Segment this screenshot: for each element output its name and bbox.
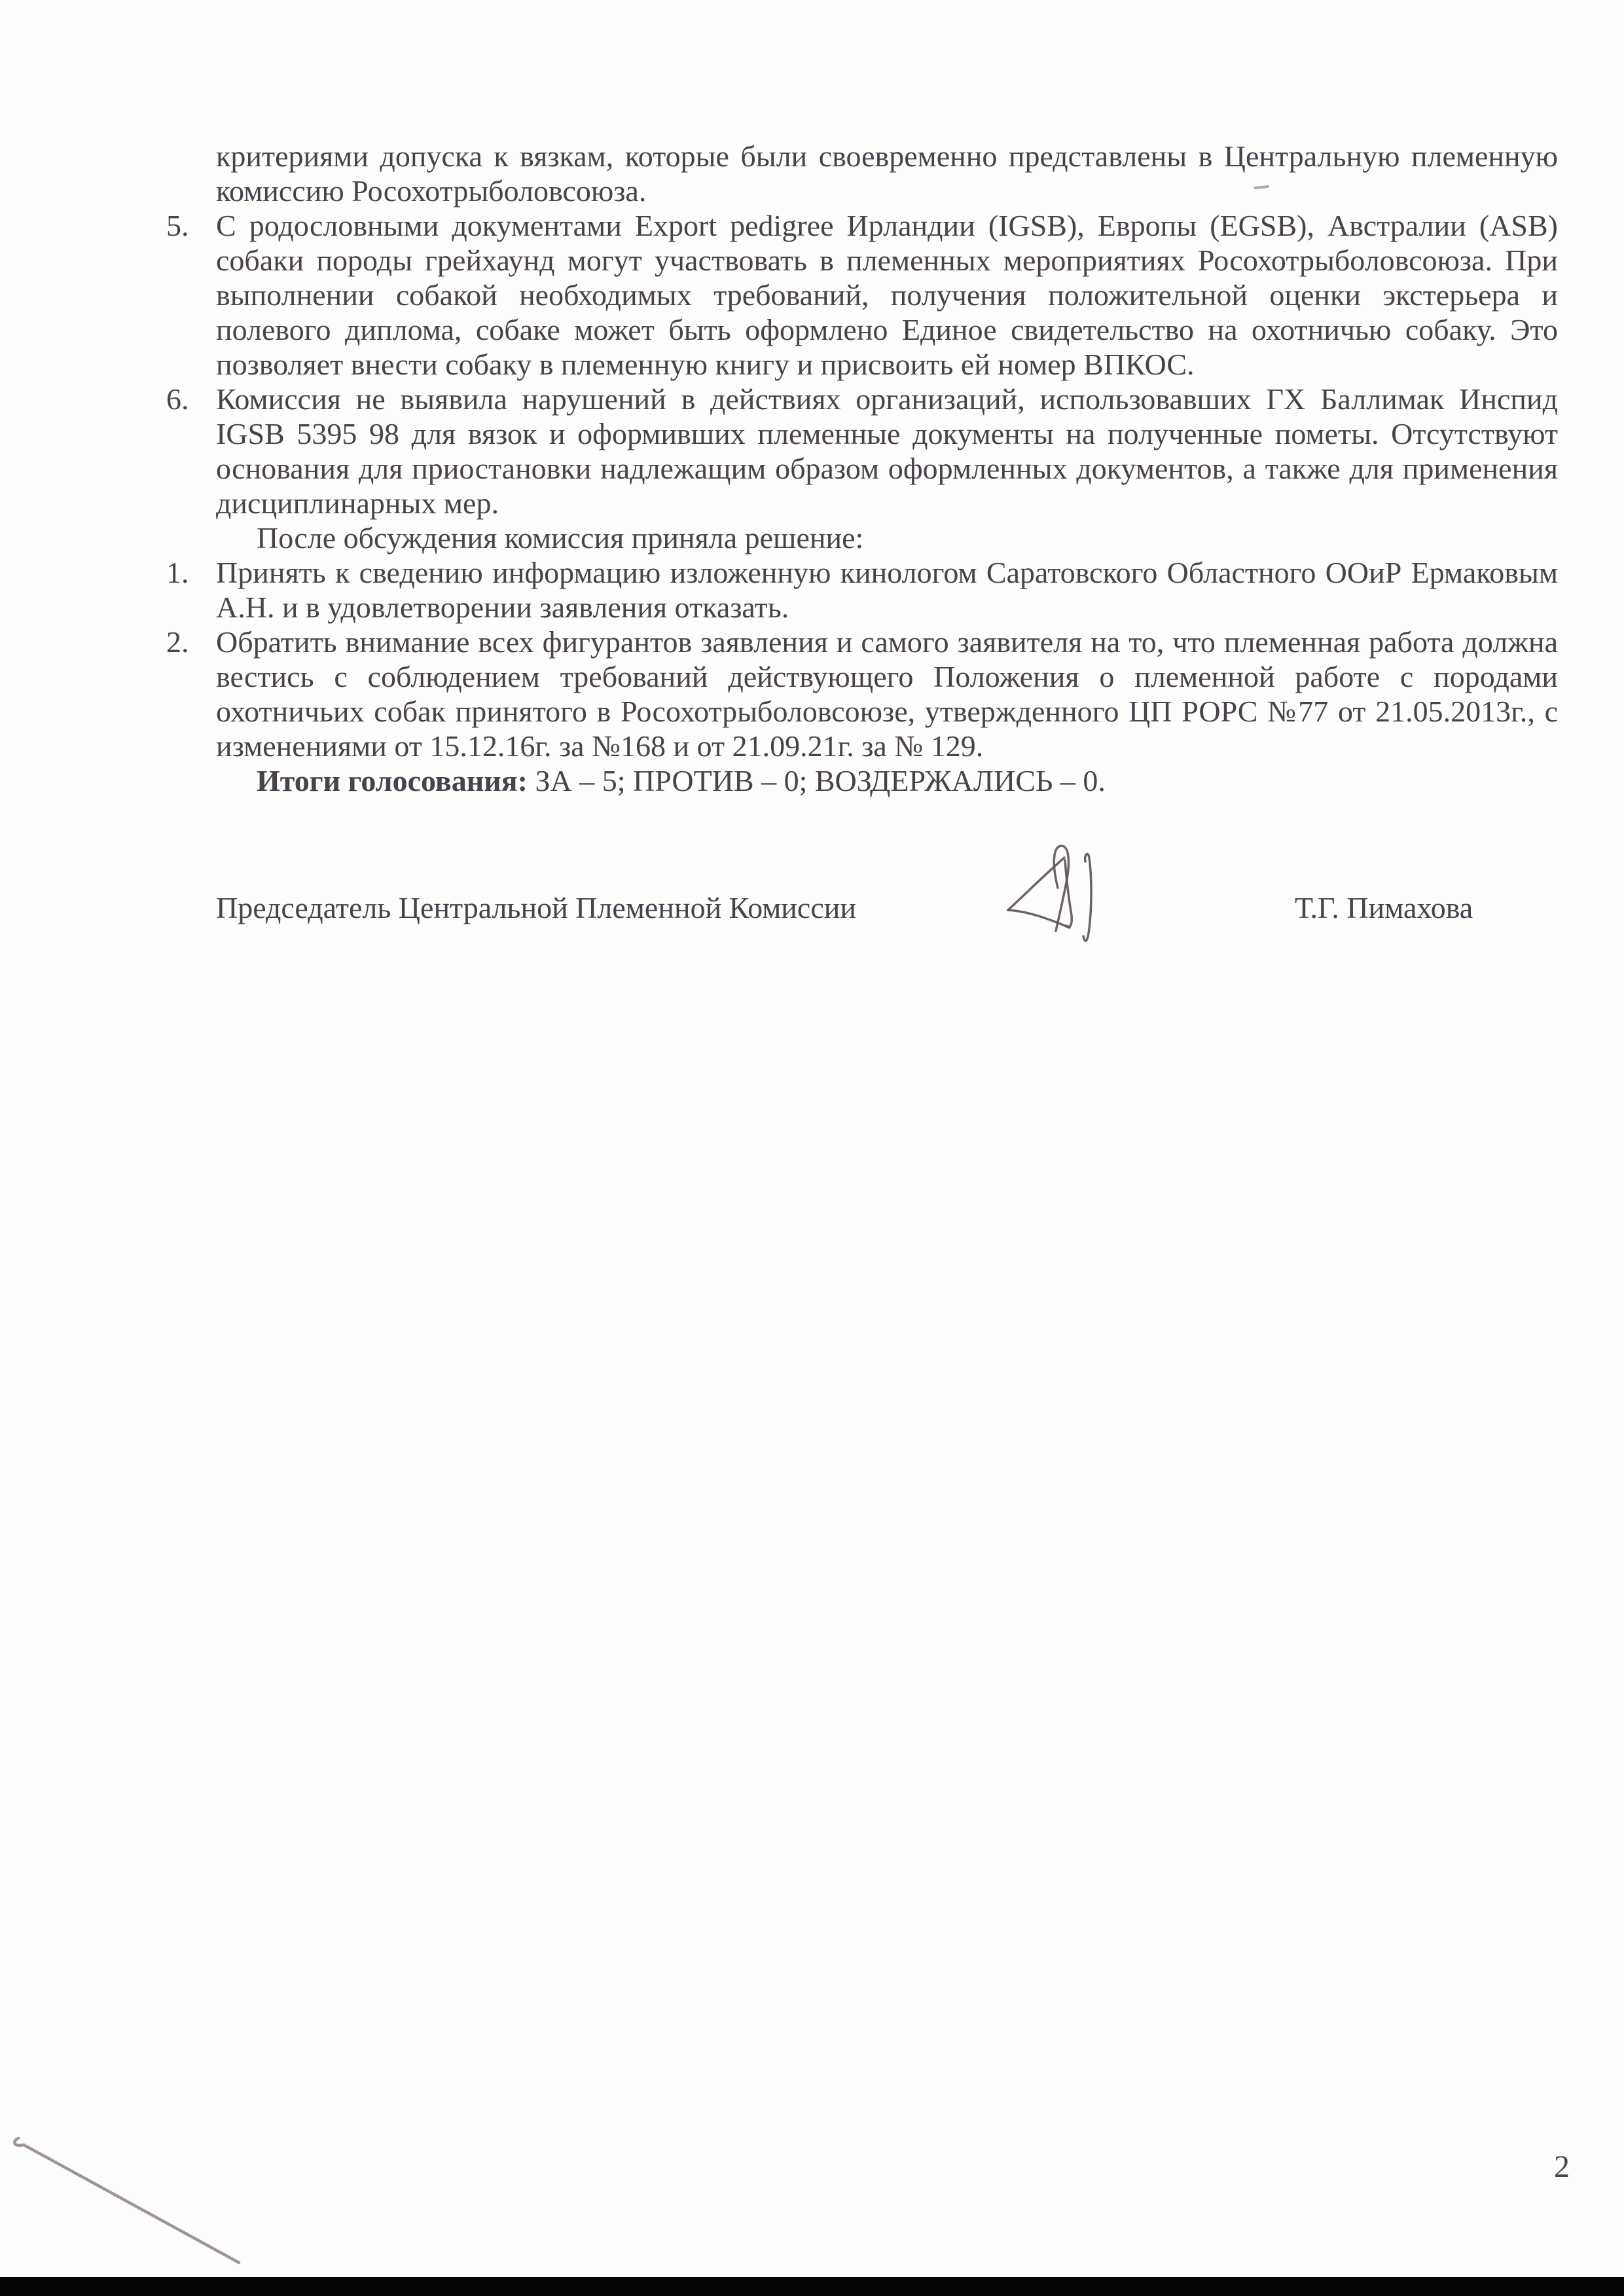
- document-body: [166, 139, 1558, 798]
- item-text: С родословными документами Export pedigree Ирландии (IGSB), Европы (EGSB), Австралии (ASB) собаки породы грейхаунд могут участвовать в племенных мероприятиях Росохотрыболовсоюза. При выполнении собакой необходимых требований, получения положительной оценки экстерьера и полевого диплома, собаке может быть оформлено Единое свидетельство на охотничью собаку. Это позволяет внести собаку в племенную книгу и присвоить ей номер ВПКОС.: [216, 209, 1558, 381]
- item-number: 5.: [166, 209, 189, 242]
- item-number: 2.: [166, 625, 189, 659]
- decision-item-2: [166, 625, 1558, 763]
- page-number: 2: [1554, 2149, 1570, 2184]
- signature-name: Т.Г. Пимахова: [1295, 891, 1473, 924]
- voting-label: Итоги голосования:: [257, 764, 528, 797]
- list-item-6: [166, 382, 1558, 520]
- list-item-5: [166, 208, 1558, 382]
- item-text: Комиссия не выявила нарушений в действиях организаций, использовавших ГХ Баллимак Инспид IGSB 5395 98 для вязок и оформивших племенные документы на полученные пометы. Отсутствуют основания для приостановки надлежащим образом оформленных документов, а также для применения дисциплинарных мер.: [216, 382, 1558, 520]
- voting-line: [216, 763, 1558, 798]
- item-number: 1.: [166, 556, 189, 589]
- item-number: 6.: [166, 382, 189, 416]
- scan-fold-line: [0, 2121, 262, 2278]
- item-text: Принять к сведению информацию изложенную кинологом Саратовского Областного ООиР Ермаковым А.Н. и в удовлетворении заявления отказать.: [216, 556, 1558, 624]
- intro-paragraph: критериями допуска к вязкам, которые были своевременно представлены в Центральную племенную комиссию Росохотрыболовсоюза.: [216, 139, 1558, 208]
- voting-result: ЗА – 5; ПРОТИВ – 0; ВОЗДЕРЖАЛИСЬ – 0.: [527, 764, 1106, 797]
- signature-mark: [1000, 842, 1151, 960]
- signature-role: Председатель Центральной Племенной Комиссии: [216, 891, 856, 924]
- decision-intro: После обсуждения комиссия приняла решение:: [257, 521, 864, 555]
- scan-edge-band: [0, 2277, 1624, 2296]
- item-text: Обратить внимание всех фигурантов заявления и самого заявителя на то, что племенная работа должна вестись с соблюдением требований действующего Положения о племенной работе с породами охотничьих собак принятого в Росохотрыболовсоюзе, утвержденного ЦП РОРС №77 от 21.05.2013г., с изменениями от 15.12.16г. за №168 и от 21.09.21г. за № 129.: [216, 625, 1558, 763]
- decision-item-1: [166, 555, 1558, 625]
